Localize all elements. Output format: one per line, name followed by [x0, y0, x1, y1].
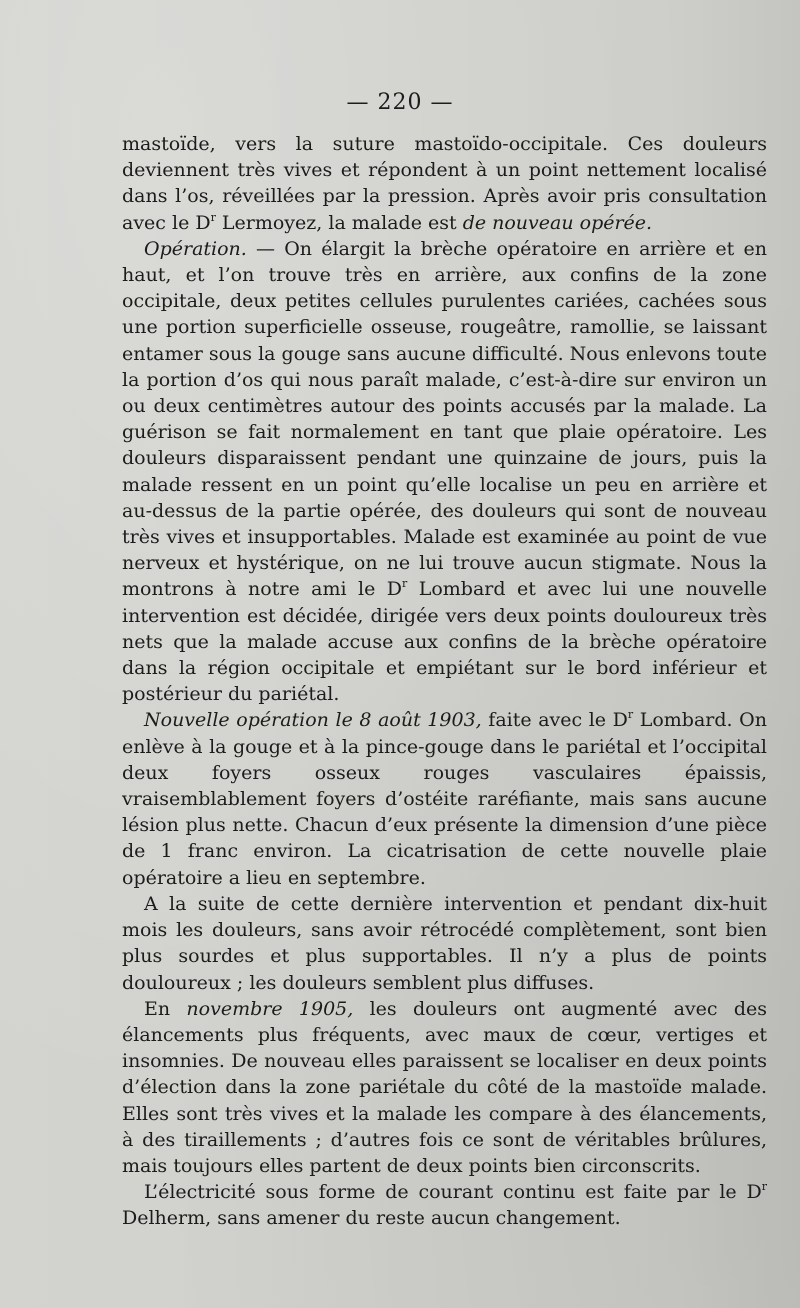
text-run: Lombard. On enlève à la gouge et à la pince-gouge dans le pariétal et l’occipital deux foyers osseux rouges vasculaires épaissis, vraisemblablement foyers d’ostéite raréfiante, mais sans aucune lésion plus nette. Chacun d’eux présente la dimension d’une pièce de 1 franc environ. La cicatrisation de cette nouvelle plaie opératoire a lieu en septembre. — [122, 709, 767, 889]
italic-text: Nouvelle opération le 8 août 1903, — [144, 709, 482, 732]
paragraph — [122, 707, 767, 890]
superscript: r — [210, 210, 216, 224]
text-run: L’électricité sous forme de courant continu est faite par le D — [144, 1181, 762, 1204]
superscript: r — [627, 708, 634, 722]
text-run: A la suite de cette dernière intervention et pendant dix-huit mois les douleurs, sans avoir rétrocédé complètement, sont bien plus sourdes et plus supportables. Il n’y a plus de points douloureux ; les douleurs semblent plus diffuses. — [122, 892, 767, 994]
italic-text: Opération. — [144, 237, 247, 260]
page-number: — 220 — — [346, 90, 454, 115]
italic-text: novembre 1905, — [186, 997, 354, 1020]
paragraph — [122, 996, 767, 1179]
italic-text: de nouveau opérée. — [462, 211, 653, 234]
paragraph — [122, 236, 767, 708]
superscript: r — [761, 1180, 767, 1194]
paragraph — [122, 1179, 767, 1231]
text-run: En — [144, 997, 187, 1020]
text-run: Lermoyez, la malade est — [215, 211, 463, 234]
body-text — [122, 131, 767, 1232]
paragraph — [122, 891, 767, 996]
paragraph — [122, 131, 767, 236]
text-run: faite avec le D — [481, 709, 628, 732]
text-run: mastoïde, vers la suture mastoïdo-occipitale. Ces douleurs deviennent très vives et répondent à un point nettement localisé dans l’os, réveillées par la pression. Après avoir pris consultation avec le D — [122, 133, 767, 234]
text-run: Lombard et avec lui une nouvelle intervention est décidée, dirigée vers deux points douloureux très nets que la malade accuse aux confins de la brèche opératoire dans la région occipitale et empiétant sur le bord inférieur et postérieur du pariétal. — [122, 578, 767, 706]
text-run: — On élargit la brèche opératoire en arrière et en haut, et l’on trouve très en arrière, aux confins de la zone occipitale, deux petites cellules purulentes cariées, cachées sous une portion superficielle osseuse, rougeâtre, ramollie, se laissant entamer sous la gouge sans aucune difficulté. Nous enlevons toute la portion d’os qui nous paraît malade, c’est-à-dire sur environ un ou deux centimètres autour des points accusés par la malade. La guérison se fait normalement en tant que plaie opératoire. Les douleurs disparaissent pendant une quinzaine de jours, puis la malade ressent en un point qu’elle localise un peu en arrière et au-dessus de la partie opérée, des douleurs qui sont de nouveau très vives et insupportables. Malade est examinée au point de vue nerveux et hystérique, on ne lui trouve aucun stigmate. Nous la montrons à notre ami le D — [122, 237, 767, 601]
superscript: r — [402, 577, 408, 591]
text-run: les douleurs ont augmenté avec des élancements plus fréquents, avec maux de cœur, vertiges et insomnies. De nouveau elles paraissent se localiser en deux points d’élection dans la zone pariétale du côté de la mastoïde malade. Elles sont très vives et la malade les compare à des élancements, à des tiraillements ; d’autres fois ce sont de véritables brûlures, mais toujours elles partent de deux points bien circonscrits. — [122, 997, 767, 1177]
text-run: Delherm, sans amener du reste aucun changement. — [122, 1207, 621, 1230]
